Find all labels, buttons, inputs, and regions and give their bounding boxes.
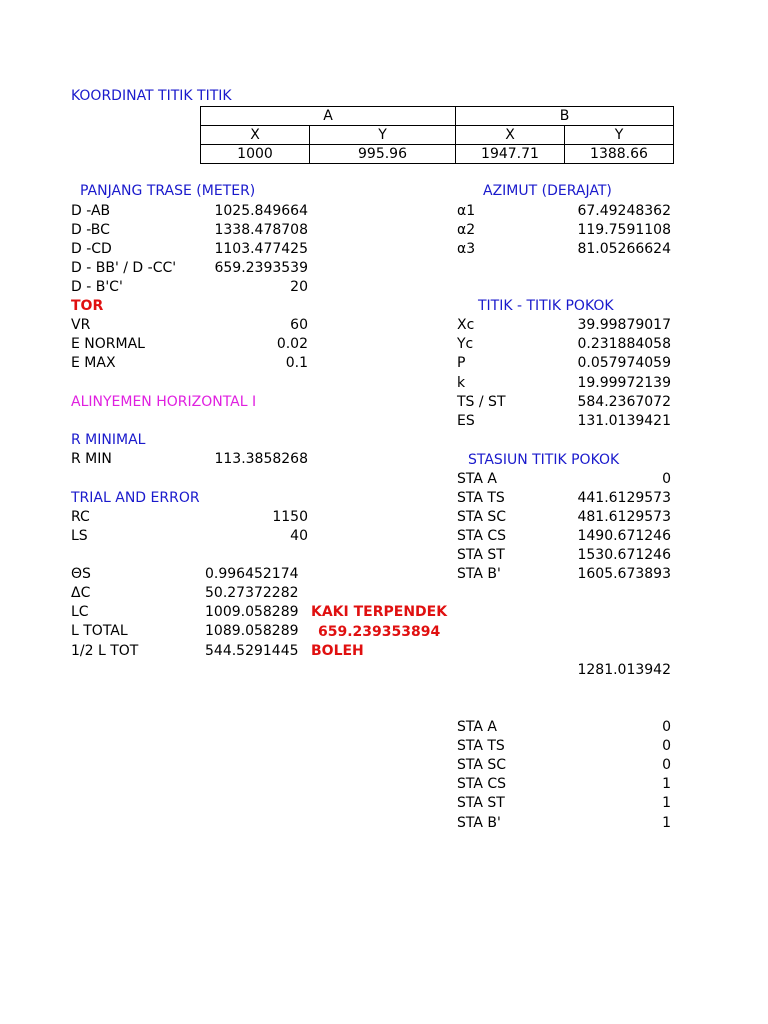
a-x-header: X [201,126,310,145]
koordinat-title: KOORDINAT TITIK TITIK [71,88,232,104]
azimut-label-0: α1 [457,203,476,219]
stasiun-label-4: STA ST [457,547,505,563]
a-y-header: Y [310,126,456,145]
azimut-title: AZIMUT (DERAJAT) [483,183,612,199]
point-b-header: B [456,107,674,126]
pokok-value-5: 131.0139421 [577,413,671,429]
panjang-label-2: D -CD [71,241,112,257]
stasiun2-value-1: 0 [662,738,671,754]
stasiun-value-4: 1530.671246 [577,547,671,563]
pokok-label-5: ES [457,413,475,429]
stasiun2-label-0: STA A [457,719,497,735]
tor-label-1: E NORMAL [71,336,145,352]
trial-label-0: RC [71,509,90,525]
calc-label-4: 1/2 L TOT [71,643,139,659]
panjang-label-4: D - B'C' [71,279,123,295]
tor-label-2: E MAX [71,355,116,371]
panjang-value-1: 1338.478708 [214,222,308,238]
trial-label-1: LS [71,528,88,544]
calc-label-0: ΘS [71,566,91,582]
pokok-label-4: TS / ST [457,394,506,410]
stasiun2-label-3: STA CS [457,776,507,792]
azimut-label-2: α3 [457,241,476,257]
panjang-label-1: D -BC [71,222,110,238]
panjang-label-0: D -AB [71,203,111,219]
pokok-label-3: k [457,375,466,391]
tor-label-0: VR [71,317,91,333]
stasiun-value-1: 441.6129573 [577,490,671,506]
stasiun2-value-0: 0 [662,719,671,735]
azimut-value-2: 81.05266624 [577,241,671,257]
pokok-value-2: 0.057974059 [577,355,671,371]
calc-label-3: L TOTAL [71,623,128,639]
stasiun-label-2: STA SC [457,509,507,525]
panjang-label-3: D - BB' / D -CC' [71,260,177,276]
pokok-title: TITIK - TITIK POKOK [478,298,614,314]
stasiun-label-3: STA CS [457,528,507,544]
calc-value-3: 1089.058289 [205,623,299,639]
trial-value-1: 40 [290,528,308,544]
panjang-title: PANJANG TRASE (METER) [80,183,256,199]
pokok-value-1: 0.231884058 [577,336,671,352]
stasiun-value-0: 0 [662,471,671,487]
b-x-value: 1947.71 [456,145,565,164]
kaki-terpendek-label: KAKI TERPENDEK [311,604,448,620]
calc-label-1: ΔC [71,585,91,601]
b-y-value: 1388.66 [565,145,674,164]
b-y-header: Y [565,126,674,145]
stasiun-value-3: 1490.671246 [577,528,671,544]
stasiun2-label-4: STA ST [457,795,505,811]
kaki-terpendek-value: 659.239353894 [318,624,441,640]
stasiun2-value-4: 1 [662,795,671,811]
azimut-value-0: 67.49248362 [577,203,671,219]
panjang-value-4: 20 [290,279,308,295]
tor-title: TOR [71,298,104,314]
point-a-header: A [201,107,456,126]
trial-title: TRIAL AND ERROR [71,490,200,506]
panjang-value-2: 1103.477425 [214,241,308,257]
rminimal-title: R MINIMAL [71,432,146,448]
stasiun-label-1: STA TS [457,490,505,506]
a-y-value: 995.96 [310,145,456,164]
tor-value-2: 0.1 [285,355,308,371]
pokok-value-4: 584.2367072 [577,394,671,410]
b-x-header: X [456,126,565,145]
trial-value-0: 1150 [272,509,308,525]
calc-value-1: 50.27372282 [205,585,299,601]
stasiun-label-5: STA B' [457,566,501,582]
calc-value-2: 1009.058289 [205,604,299,620]
stasiun2-label-2: STA SC [457,757,507,773]
calc-label-2: LC [71,604,89,620]
calc-value-0: 0.996452174 [205,566,299,582]
boleh-status: BOLEH [311,643,364,659]
stasiun2-value-5: 1 [662,815,671,831]
stasiun2-value-2: 0 [662,757,671,773]
panjang-value-0: 1025.849664 [214,203,308,219]
pokok-label-2: P [457,355,466,371]
tor-value-0: 60 [290,317,308,333]
panjang-value-3: 659.2393539 [214,260,308,276]
azimut-value-1: 119.7591108 [577,222,671,238]
stasiun-value-2: 481.6129573 [577,509,671,525]
rmin-value: 113.3858268 [214,451,308,467]
stasiun-value-5: 1605.673893 [577,566,671,582]
pokok-label-1: Yc [457,336,474,352]
coordinate-table [200,106,674,164]
azimut-label-1: α2 [457,222,476,238]
stasiun2-label-1: STA TS [457,738,505,754]
calc-value-4: 544.5291445 [205,643,299,659]
stasiun-extra-value: 1281.013942 [577,662,671,678]
tor-value-1: 0.02 [276,336,308,352]
stasiun2-value-3: 1 [662,776,671,792]
alinyemen-title: ALINYEMEN HORIZONTAL I [71,394,257,410]
pokok-label-0: Xc [457,317,475,333]
rmin-label: R MIN [71,451,112,467]
stasiun2-label-5: STA B' [457,815,501,831]
stasiun-label-0: STA A [457,471,497,487]
stasiun-title: STASIUN TITIK POKOK [468,452,620,468]
pokok-value-3: 19.99972139 [577,375,671,391]
pokok-value-0: 39.99879017 [577,317,671,333]
a-x-value: 1000 [201,145,310,164]
